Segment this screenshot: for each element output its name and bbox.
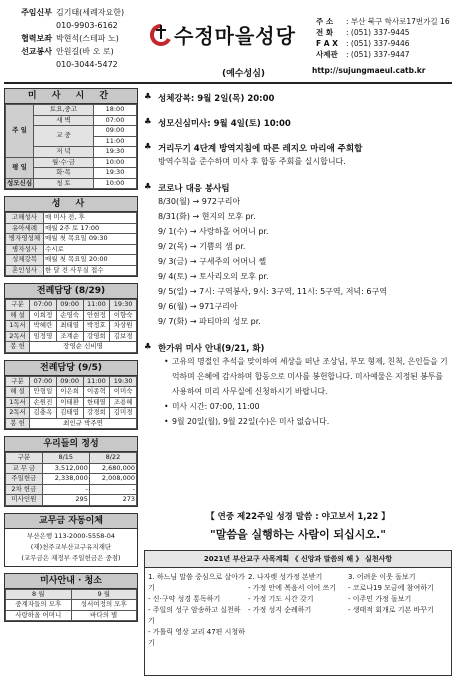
offering-cell: 2차 헌금 — [6, 484, 43, 495]
guide-section — [4, 573, 138, 623]
sacrament-name: 유아세례 — [6, 223, 44, 234]
duty-cell: 이은희 — [56, 387, 83, 398]
news-detail: 방역수칙을 준수하며 미사 후 합동 주회를 실시합니다. — [158, 157, 346, 166]
address-row — [316, 38, 454, 49]
liturgy-duty-2-table — [5, 376, 137, 430]
sacrament-row — [6, 234, 137, 245]
club-bullet-icon: ♣ — [144, 92, 152, 102]
news-list-item: 8/30(월) → 972구리아 — [158, 197, 241, 206]
contact-value: 안원길(바 오 로) — [56, 47, 114, 56]
club-bullet-icon: ♣ — [144, 342, 152, 352]
duty-row — [6, 310, 137, 321]
duty-row — [6, 331, 137, 342]
news-heading — [144, 142, 452, 154]
offering-cell: 295 — [42, 495, 89, 506]
mass-row-label: 새 벽 — [34, 115, 94, 126]
news-list-item: 9/ 5(일) → 7시: 구역봉사, 9시: 3구역, 11시: 5구역, 저녁: 6구역 — [158, 287, 387, 296]
mass-row-time: 09:00 — [93, 126, 136, 137]
duty-cell: 이희정 — [30, 310, 57, 321]
duty-header-cell: 09:00 — [56, 300, 83, 311]
mass-row-time: 10:00 — [93, 157, 136, 168]
duty-cell: 강경희 — [83, 408, 110, 419]
duty-row — [6, 321, 137, 332]
club-bullet-icon: ♣ — [144, 117, 152, 127]
pastoral-plan-columns — [145, 568, 451, 653]
contact-row — [4, 19, 146, 32]
news-column — [144, 92, 452, 442]
pastoral-plan-title: 2021년 부산교구 사목계획 《 신앙과 말씀의 해 》 실천사항 — [145, 551, 451, 568]
transfer-line: 부산은행 113-2000-5558-04 — [27, 531, 115, 540]
church-title: 수정마을성당 — [174, 24, 296, 48]
news-title: 거리두기 4단계 방역지침에 따른 레지오 마리애 주회합 — [158, 144, 363, 154]
liturgy-duty-2-title: 전례담당 (9/5) — [5, 361, 137, 376]
offering-cell: 2,338,000 — [42, 474, 89, 485]
duty-cell: 안현정 — [83, 310, 110, 321]
duty-header-cell: 07:00 — [30, 376, 57, 387]
contact-value: 박현석(스테파 노) — [56, 34, 119, 43]
address-row — [316, 49, 454, 60]
duty-cell: 1독서 — [6, 321, 30, 332]
news-list-item: 9/ 4(토) → 토사리오의 모후 pr. — [158, 272, 269, 281]
church-logo — [150, 20, 296, 49]
liturgy-duty-1 — [4, 283, 138, 354]
offering-section — [4, 436, 138, 507]
duty-cell: 이향숙 — [110, 310, 137, 321]
sacrament-row — [6, 223, 137, 234]
mass-times-title: 미 사 시 간 — [5, 89, 137, 104]
address-value: : 부산 북구 학사로17번가길 16 — [346, 17, 450, 26]
contact-key: 협력보좌 — [21, 34, 52, 43]
duty-cell: 2독서 — [6, 408, 30, 419]
offering-title: 우리들의 정성 — [5, 437, 137, 452]
news-bullet-item — [164, 399, 452, 414]
sacrament-detail: 매월 첫 목요일 20:00 — [44, 255, 137, 266]
liturgy-duty-1-title: 전례담당 (8/29) — [5, 284, 137, 299]
guide-header-row — [6, 589, 137, 600]
mass-row-label: 저 녁 — [34, 147, 94, 158]
duty-header-cell: 구분 — [6, 376, 30, 387]
duty-cell: 강영희 — [83, 331, 110, 342]
guide-cell: 바다의 별 — [71, 610, 137, 621]
offering-table — [5, 452, 137, 506]
sacrament-name: 병자성사 — [6, 244, 44, 255]
offering-cell: 미사인원 — [6, 495, 43, 506]
duty-header-cell: 11:00 — [83, 376, 110, 387]
guide-table — [5, 589, 137, 622]
pastoral-plan-line: - 신·구약 성경 통독하기 — [148, 595, 221, 603]
auto-transfer-title: 교무금 자동이체 — [5, 514, 137, 529]
news-bullet-item — [164, 354, 452, 399]
duty-cell: 이미숙 — [110, 387, 137, 398]
duty-offering-row — [6, 418, 137, 429]
duty-offering-row — [6, 342, 137, 353]
news-list-item: 8/31(화) → 현지의 모후 pr. — [158, 212, 256, 221]
header-divider — [4, 82, 452, 84]
duty-cell: 안형일 — [30, 387, 57, 398]
duty-offering-label: 봉 헌 — [6, 342, 30, 353]
offering-header-row — [6, 453, 137, 464]
pastoral-plan-line: - 생태적 회개로 기본 바꾸기 — [348, 606, 434, 614]
sacrament-row — [6, 265, 137, 276]
pastoral-plan-column — [148, 572, 248, 649]
left-column — [4, 88, 138, 628]
offering-header-cell: 8/15 — [42, 453, 89, 464]
guide-cell: 사랑하올 어머니 — [6, 610, 72, 621]
duty-cell: 2독서 — [6, 331, 30, 342]
duty-cell: 손원진 — [30, 397, 57, 408]
contact-value: 010-3044-5472 — [56, 60, 118, 69]
news-item — [144, 142, 452, 169]
news-list-item: 9/ 1(수) → 사랑하올 어머니 pr. — [158, 227, 269, 236]
contact-row — [4, 6, 146, 19]
duty-header-row — [6, 300, 137, 311]
address-key: F A X — [316, 39, 338, 48]
duty-cell: 김태엽 — [56, 408, 83, 419]
bullet-dot-icon: • — [164, 417, 169, 426]
news-item — [144, 182, 452, 329]
offering-cell: 2,680,000 — [89, 463, 136, 474]
guide-row — [6, 610, 137, 621]
duty-cell: 손영숙 — [56, 310, 83, 321]
contact-key — [4, 19, 56, 32]
duty-row — [6, 408, 137, 419]
sacrament-section — [4, 196, 138, 277]
offering-cell: 273 — [89, 495, 136, 506]
news-item — [144, 92, 452, 104]
duty-header-cell: 09:00 — [56, 376, 83, 387]
mass-times-section — [4, 88, 138, 190]
guide-cell: 성서여정의 모후 — [71, 600, 137, 611]
guide-row — [6, 600, 137, 611]
mass-row-label: 청 토 — [34, 178, 94, 189]
pastoral-plan-line: 2. 나자렛 성가정 본받기 — [248, 573, 323, 581]
duty-header-cell: 19:30 — [110, 376, 137, 387]
bullet-dot-icon: • — [164, 357, 169, 366]
club-bullet-icon: ♣ — [144, 182, 152, 192]
address-value: : (051) 337-9445 — [346, 28, 410, 37]
duty-cell: 박정호 — [83, 321, 110, 332]
news-list-item: 9/ 7(화) → 파티마의 성모 pr. — [158, 317, 261, 326]
duty-cell: 한태열 — [83, 397, 110, 408]
sunday-label: 주 일 — [6, 105, 34, 158]
news-list-item: 9/ 3(금) → 구세주의 어머니 쎌 — [158, 257, 267, 266]
address-key: 사제관 — [316, 50, 338, 59]
duty-header-cell: 19:30 — [110, 300, 137, 311]
news-bullet-text: 미사 시간: 07:00, 11:00 — [172, 402, 260, 411]
offering-row — [6, 463, 137, 474]
duty-row — [6, 387, 137, 398]
sacrament-detail: 수시로 — [44, 244, 137, 255]
sacrament-detail: 매월 2주 토 17:00 — [44, 223, 137, 234]
offering-cell: 3,512,000 — [42, 463, 89, 474]
duty-cell: 최태열 — [56, 321, 83, 332]
news-item — [144, 342, 452, 429]
bullet-dot-icon: • — [164, 402, 169, 411]
news-title: 코로나 대응 봉사팀 — [158, 184, 230, 194]
scripture-verse — [144, 510, 452, 542]
pastoral-plan-line: - 주일의 성구 암송하고 실천하기 — [148, 606, 241, 625]
sacrament-title: 성 사 — [5, 197, 137, 212]
contact-key: 주임신부 — [21, 8, 52, 17]
duty-cell: 이종혁 — [83, 387, 110, 398]
offering-cell: - — [89, 484, 136, 495]
duty-cell: 김보경 — [110, 331, 137, 342]
duty-header-row — [6, 376, 137, 387]
pastoral-plan-line: - 가정 성지 순례하기 — [248, 606, 312, 614]
sacrament-name: 병자영성체 — [6, 234, 44, 245]
liturgy-duty-2 — [4, 360, 138, 431]
offering-cell: 2,008,000 — [89, 474, 136, 485]
address-value: : (051) 337-9447 — [346, 50, 410, 59]
news-heading — [144, 342, 452, 354]
transfer-line: (재)천주교부산교구유지재단 — [30, 542, 112, 551]
contact-key: 선교봉사 — [21, 47, 52, 56]
duty-cell: 조용혜 — [110, 397, 137, 408]
church-subtitle: (예수성심) — [222, 69, 266, 79]
duty-cell: 임정영 — [30, 331, 57, 342]
news-bullet-item — [164, 414, 452, 429]
address-value: : (051) 337-9446 — [346, 39, 410, 48]
contact-row — [4, 45, 146, 58]
news-list-item: 9/ 6(월) → 971구리아 — [158, 302, 238, 311]
news-title: 성모신심미사: 9월 4일(토) 10:00 — [158, 119, 291, 129]
duty-cell: 해 설 — [6, 387, 30, 398]
duty-cell: 이태환 — [56, 397, 83, 408]
duty-cell: 조계순 — [56, 331, 83, 342]
mass-row-label: 화·목 — [34, 168, 94, 179]
duty-cell: 1독서 — [6, 397, 30, 408]
news-title: 성체강복: 9월 2일(목) 20:00 — [158, 94, 275, 104]
pastoral-plan-column — [248, 572, 348, 649]
mass-row-label: 토요,중고 — [34, 105, 94, 116]
guide-header-cell: 8 월 — [6, 589, 72, 600]
contact-value: 김기태(세례자요한) — [56, 8, 125, 17]
news-list — [144, 194, 452, 329]
news-bullet-text: 9월 20일(월), 9월 22일(수)은 미사 없습니다. — [172, 417, 330, 426]
mass-row-time: 19:30 — [93, 168, 136, 179]
address-key: 전 화 — [316, 28, 334, 37]
offering-row — [6, 474, 137, 485]
news-heading — [144, 117, 452, 129]
address-key: 주 소 — [316, 17, 334, 26]
offering-cell: 주일헌금 — [6, 474, 43, 485]
liturgy-duty-1-table — [5, 299, 137, 353]
guide-title: 미사안내 · 청소 — [5, 574, 137, 589]
news-title: 한가위 미사 안내(9/21, 화) — [158, 344, 265, 354]
news-item — [144, 117, 452, 129]
duty-row — [6, 397, 137, 408]
offering-cell: 교 무 금 — [6, 463, 43, 474]
transfer-line: (교무금은 재정부 주일헌금은 중점) — [21, 553, 121, 562]
contact-key — [4, 58, 56, 71]
pastoral-plan-column — [348, 572, 448, 649]
duty-cell: 차상원 — [110, 321, 137, 332]
verse-reference: 【 연중 제22주일 성경 말씀 : 야고보서 1,22 】 — [206, 512, 390, 522]
mass-row-label: 교 중 — [34, 126, 94, 147]
address-row — [316, 16, 454, 27]
mass-row-time: 19:30 — [93, 147, 136, 158]
offering-row — [6, 484, 137, 495]
mass-row-label: 월·수·금 — [34, 157, 94, 168]
guide-cell: 중계자들의 모후 — [6, 600, 72, 611]
verse-text: "말씀을 실행하는 사람이 되십시오." — [210, 528, 386, 541]
offering-header-cell: 8/22 — [89, 453, 136, 464]
auto-transfer-section — [4, 513, 138, 567]
pastoral-plan-line: - 가톨릭 영상 교리 47편 시청하기 — [148, 628, 245, 647]
mass-row-time: 11:00 — [93, 136, 136, 147]
header-contacts — [4, 6, 146, 71]
pastoral-plan-line: 1. 하느님 말씀 중심으로 살아가기 — [148, 573, 245, 592]
pastoral-plan-line: - 코로나19 모금에 참여하기 — [348, 584, 434, 592]
offering-cell: - — [42, 484, 89, 495]
header-address — [316, 16, 454, 60]
weekday-label: 평 일 — [6, 157, 34, 178]
sacrament-detail: 매 미사 전, 후 — [44, 213, 137, 224]
pastoral-plan-line: - 가정 기도 시간 갖기 — [248, 595, 314, 603]
duty-cell: 박혜란 — [30, 321, 57, 332]
news-bullets — [144, 354, 452, 429]
news-list-item: 9/ 2(목) → 기쁨의 샘 pr. — [158, 242, 246, 251]
duty-header-cell: 07:00 — [30, 300, 57, 311]
mass-row-time: 10:00 — [93, 178, 136, 189]
church-cross-icon — [150, 23, 172, 47]
sacrament-row — [6, 213, 137, 224]
website-url[interactable]: http://sujungmaeul.catb.kr — [312, 66, 426, 75]
sacrament-detail: 매월 첫 목요일 09:30 — [44, 234, 137, 245]
news-bullet-text: 고유의 명절인 추석을 맞이하여 세상을 떠난 조상님, 부모 형제, 친척, 은인들을 기억하며 은혜에 감사하며 합동으로 미사를 봉헌합니다. 미사예물은 지정된 봉투를 사용하여 미리 사무실에 신청하시기 바랍니다. — [172, 357, 448, 396]
mass-row-time: 18:00 — [93, 105, 136, 116]
pastoral-plan-line: - 이주민 가정 돌보기 — [348, 595, 412, 603]
contact-row — [4, 58, 146, 71]
duty-header-cell: 11:00 — [83, 300, 110, 311]
mass-times-table — [5, 104, 137, 189]
duty-cell: 해 설 — [6, 310, 30, 321]
pastoral-plan-box — [144, 550, 452, 676]
club-bullet-icon: ♣ — [144, 142, 152, 152]
duty-cell: 김미경 — [110, 408, 137, 419]
duty-offering-label: 봉 헌 — [6, 418, 30, 429]
contact-value: 010-9903-6162 — [56, 21, 118, 30]
offering-row — [6, 495, 137, 506]
sacrament-name: 혼인성사 — [6, 265, 44, 276]
news-heading — [144, 92, 452, 104]
pastoral-plan-line: - 가정 안에 복음서 이어 쓰기 — [248, 584, 337, 592]
pastoral-plan-line: 3. 어려운 이웃 돌보기 — [348, 573, 416, 581]
duty-header-cell: 구분 — [6, 300, 30, 311]
sacrament-detail: 한 달 전 사무실 접수 — [44, 265, 137, 276]
auto-transfer-info — [5, 529, 137, 566]
sacrament-table — [5, 212, 137, 276]
first-saturday-label: 성모신심 — [7, 178, 33, 187]
news-heading — [144, 182, 452, 194]
duty-offering-names: 장영순 신비명 — [30, 342, 137, 353]
duty-cell: 김충옥 — [30, 408, 57, 419]
duty-offering-names: 최인규 박주연 — [30, 418, 137, 429]
sacrament-name: 성체강복 — [6, 255, 44, 266]
guide-header-cell: 9 월 — [71, 589, 137, 600]
contact-row — [4, 32, 146, 45]
sacrament-name: 고해성사 — [6, 213, 44, 224]
sacrament-row — [6, 255, 137, 266]
mass-row-time: 07:00 — [93, 115, 136, 126]
sacrament-row — [6, 244, 137, 255]
offering-header-cell: 구분 — [6, 453, 43, 464]
address-row — [316, 27, 454, 38]
